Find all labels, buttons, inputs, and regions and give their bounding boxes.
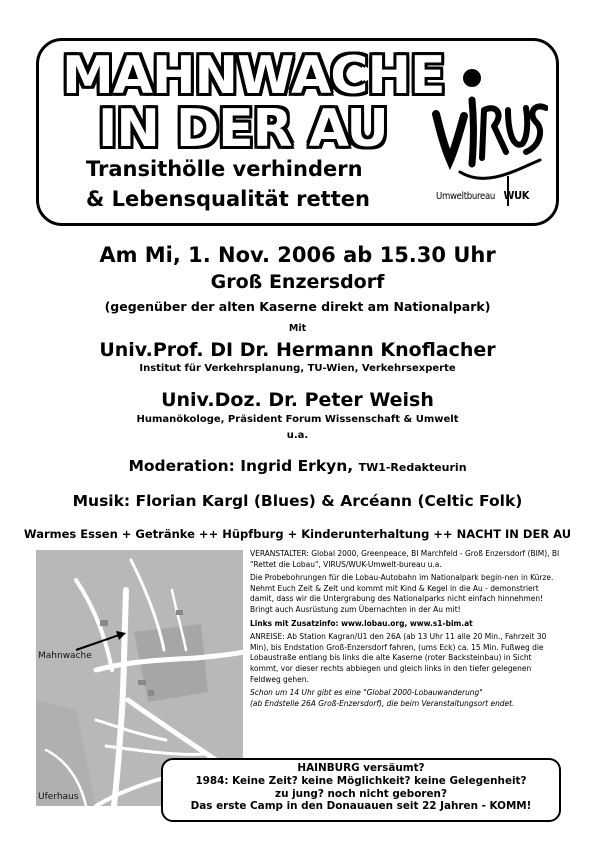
callout-line-1: HAINBURG versäumt? [297,762,425,774]
moderation-role: TW1-Redakteurin [358,461,467,474]
logo-letter-v [436,114,464,160]
map-label-uferhaus: Uferhaus [38,792,79,802]
map-park-area [36,700,96,806]
info-hike-line-2: (ab Endstelle 26A Groß-Enzersdorf), die beim Veranstaltungsort endet. [250,697,515,708]
logo-letter-u [508,108,527,145]
speaker-2-info: Humanökologe, Präsident Forum Wissenschaft & Umwelt [136,414,459,425]
map-arrow-line [76,634,122,650]
info-arrival: ANREISE: Ab Station Kagran/U1 den 26A (ab 13 Uhr 11 alle 20 Min., Fahrzeit 30 Min), bis Endstation Groß-Enzersdorf fahren, (ums Eck) ca. 15 Min. Fußweg die Lobaustraße entlang bis links die alte Kaserne (roter Backsteinbau) in Sicht kommt, vor dieser rechts abbiegen und gleich links in den tiefer gelegenen Feldweg gehen. [250,631,547,684]
logo-caption [436,189,529,202]
info-text [250,548,560,708]
info-description: Die Probebohrungen für die Lobau-Autobahn im Nationalpark begin-nen in Kürze. Nehmt Euch Zeit & Zelt und kommt mit Kind & Kegel in die Au - demonstriert damit, dass wir die Untergrabung des Nationalparks nicht einfach hinnehmen! Bringt auch Ausrüstung zum Übernachten in der Au mit! [250,572,554,614]
callout-box [161,758,561,822]
map-building [138,680,146,685]
logo-letter-i [472,100,474,164]
speaker-1-info: Institut für Verkehrsplanung, TU-Wien, Verkehrsexperte [139,363,456,374]
moderation [0,457,595,475]
map-road-mid [96,720,166,740]
food-and-activities: Warmes Essen + Getränke ++ Hüpfburg + Kinderunterhaltung ++ NACHT IN DER AU [23,527,572,541]
logo-caption-left: Umweltbureau [436,191,496,202]
map-building [176,610,183,615]
callout-line-3: zu jung? noch nicht geboren? [275,787,447,800]
map-building [100,620,108,626]
info-organizers: VERANSTALTER: Global 2000, Greenpeace, BI Marchfeld - Groß Enzersdorf (BIM), BI "Rettet die Lobau", VIRUS/WUK-Umwelt-bureau u.a. [250,548,560,569]
subtitle-line-1: Transithölle verhindern [86,157,363,181]
with-label: Mit [288,323,307,334]
info-hike-line-1: Schon um 14 Uhr gibt es eine "Global 2000-Lobauwanderung" [250,687,483,698]
virus-logo [430,60,548,210]
map-main-road [114,590,126,806]
callout-line-4: Das erste Camp in den Donauauen seit 22 Jahren - KOMM! [190,800,532,813]
subtitle-line-2: & Lebensqualität retten [86,187,370,211]
music: Musik: Florian Kargl (Blues) & Arcéann (Celtic Folk) [72,492,523,510]
event-place: Groß Enzersdorf [210,271,385,293]
moderation-name: Moderation: Ingrid Erkyn, [128,457,354,475]
and-others: u.a. [286,430,309,441]
map-label-mahnwache: Mahnwache [38,651,92,661]
speaker-2-name: Univ.Doz. Dr. Peter Weish [161,389,434,411]
callout-line-2: 1984: Keine Zeit? keine Möglichkeit? keine Gelegenheit? [195,774,527,787]
title-line-2: IN DER AU [98,99,388,159]
logo-letter-r [482,108,506,158]
event-place-note: (gegenüber der alten Kaserne direkt am Nationalpark) [104,299,491,314]
event-date: Am Mi, 1. Nov. 2006 ab 15.30 Uhr [99,243,496,267]
title-line-1: MAHNWACHE [62,46,445,106]
map-building [148,690,154,696]
logo-dot [463,69,481,87]
speaker-1-name: Univ.Prof. DI Dr. Hermann Knoflacher [99,339,496,361]
info-links: Links mit Zusatzinfo: www.lobau.org, www.s1-bim.at [250,617,473,628]
logo-caption-right: WUK [503,189,530,202]
